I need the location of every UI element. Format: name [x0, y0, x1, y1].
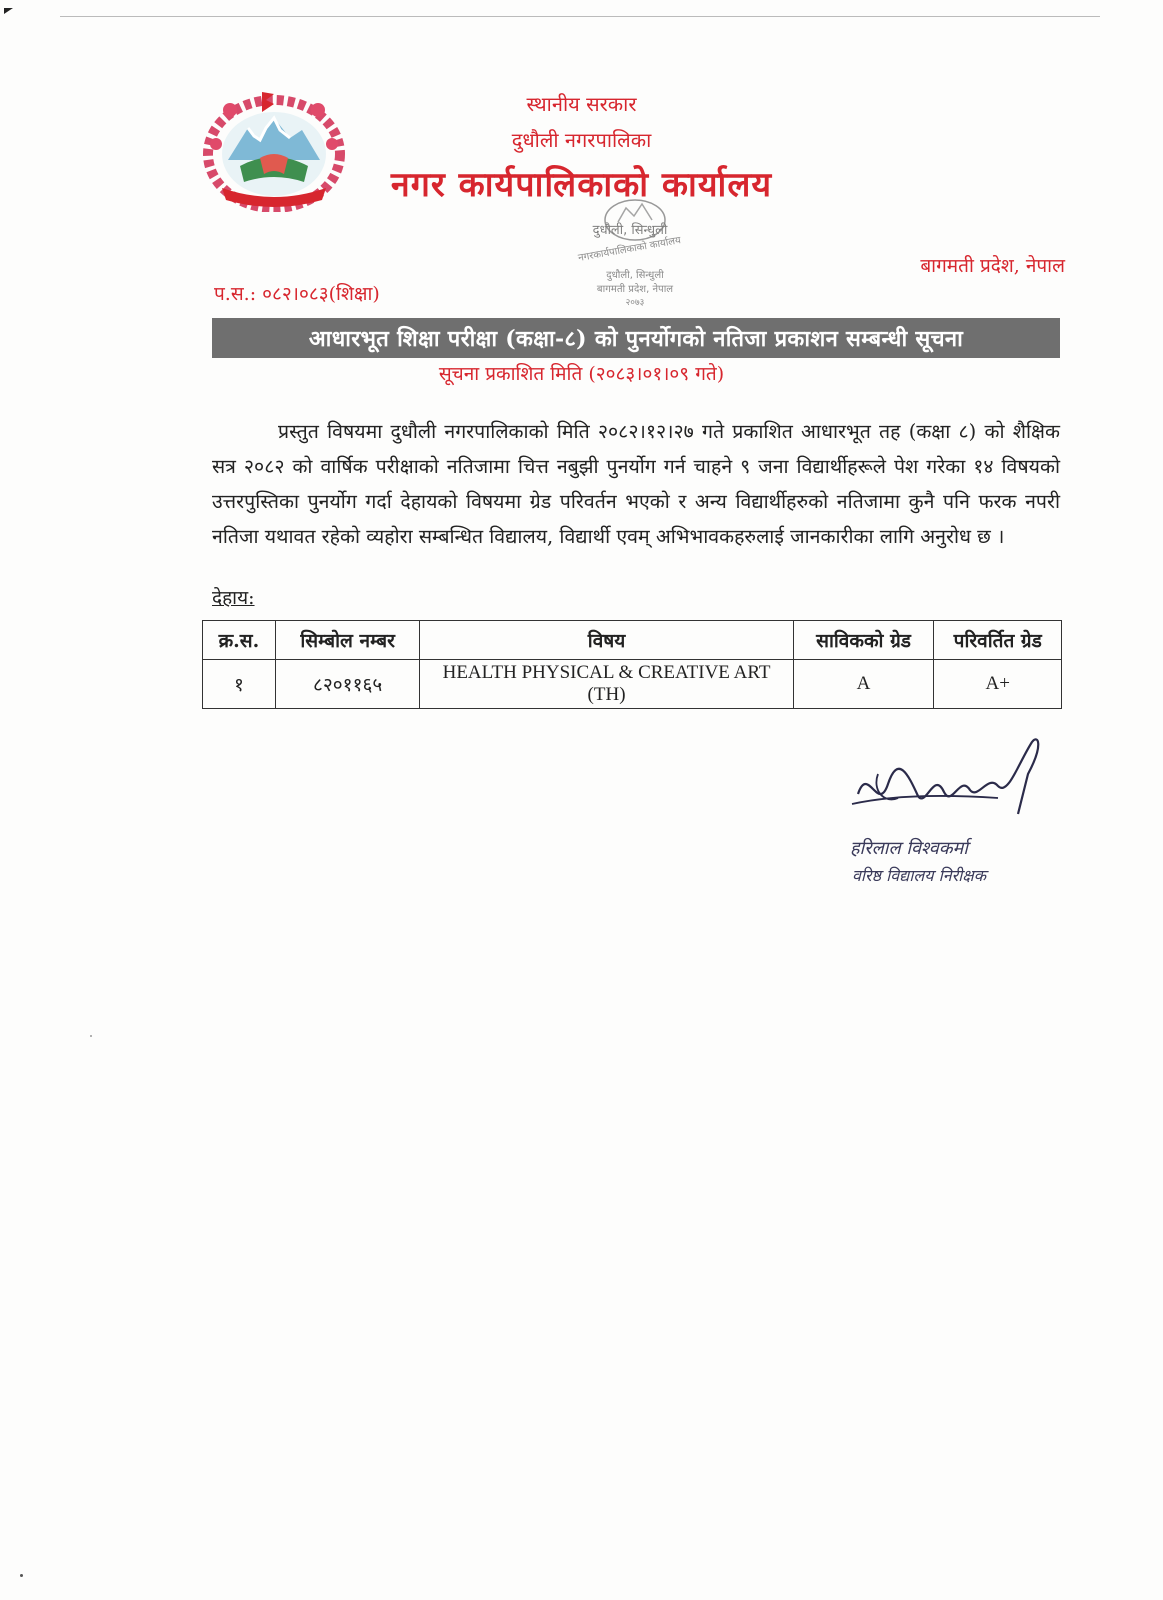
grade-change-table — [202, 620, 1062, 709]
svg-text:बागमती प्रदेश, नेपाल: बागमती प्रदेश, नेपाल — [596, 284, 674, 295]
scan-corner-mark — [4, 8, 13, 14]
header-province: बागमती प्रदेश, नेपाल — [920, 255, 1065, 277]
col-header-changed-grade: परिवर्तित ग्रेड — [934, 621, 1062, 660]
reference-number: प.स.: ०८२।०८३(शिक्षा) — [214, 283, 380, 305]
handwritten-signature — [848, 734, 1048, 834]
annex-label: देहाय: — [212, 587, 255, 609]
scan-dust-mark — [20, 1574, 23, 1577]
col-header-previous-grade: साविकको ग्रेड — [793, 621, 934, 660]
office-stamp — [560, 160, 710, 310]
svg-text:दुधौली, सिन्धुली: दुधौली, सिन्धुली — [606, 270, 664, 281]
col-header-symbol-number: सिम्बोल नम्बर — [275, 621, 420, 660]
table-row — [203, 660, 1062, 709]
notice-title-bar — [212, 318, 1060, 358]
table-header-row — [203, 621, 1062, 660]
publication-date: सूचना प्रकाशित मिति (२०८३।०१।०९ गते) — [438, 363, 725, 385]
svg-text:दुधौली, सिन्धुली: दुधौली, सिन्धुली — [592, 223, 668, 238]
cell-changed-grade: A+ — [934, 660, 1062, 709]
signatory-name: हरिलाल विश्वकर्मा — [850, 838, 968, 859]
signatory-title: वरिष्ठ विद्यालय निरीक्षक — [852, 866, 987, 885]
header-office-title: नगर कार्यपालिकाको कार्यालय — [390, 165, 773, 205]
cell-previous-grade: A — [793, 660, 934, 709]
header-municipality: दुधौली नगरपालिका — [511, 128, 652, 152]
header-local-government: स्थानीय सरकार — [526, 92, 637, 116]
cell-serial: १ — [203, 660, 276, 709]
col-header-subject: विषय — [420, 621, 793, 660]
cell-symbol-number: ८२०११६५ — [275, 660, 420, 709]
notice-title: आधारभूत शिक्षा परीक्षा (कक्षा-८) को पुनर्योगको नतिजा प्रकाशन सम्बन्धी सूचना — [308, 326, 964, 352]
scan-edge-line — [60, 16, 1100, 17]
notice-body: प्रस्तुत विषयमा दुधौली नगरपालिकाको मिति २०८२।१२।२७ गते प्रकाशित आधारभूत तह (कक्षा ८) को शैक्षिक सत्र २०८२ को वार्षिक परीक्षाको नतिजामा चित्त नबुझी पुनर्योग गर्न चाहने ९ जना विद्यार्थीहरूले पेश गरेका १४ विषयको उत्तरपुस्तिका पुनर्योग गर्दा देहायको विषयमा ग्रेड परिवर्तन भएको र अन्य विद्यार्थीहरुको नतिजामा कुनै पनि फरक नपरी नतिजा यथावत रहेको व्यहोरा सम्बन्धित विद्यालय, विद्यार्थी एवम् अभिभावकहरुलाई जानकारीका लागि अनुरोध छ । — [212, 420, 1060, 548]
cell-subject: HEALTH PHYSICAL & CREATIVE ART (TH) — [420, 660, 793, 709]
svg-text:२०७३: २०७३ — [625, 298, 645, 308]
svg-text:नगरकार्यपालिकाको कार्यालय: नगरकार्यपालिकाको कार्यालय — [577, 235, 682, 264]
scan-dust-mark — [90, 1035, 92, 1037]
col-header-serial: क्र.स. — [203, 621, 276, 660]
